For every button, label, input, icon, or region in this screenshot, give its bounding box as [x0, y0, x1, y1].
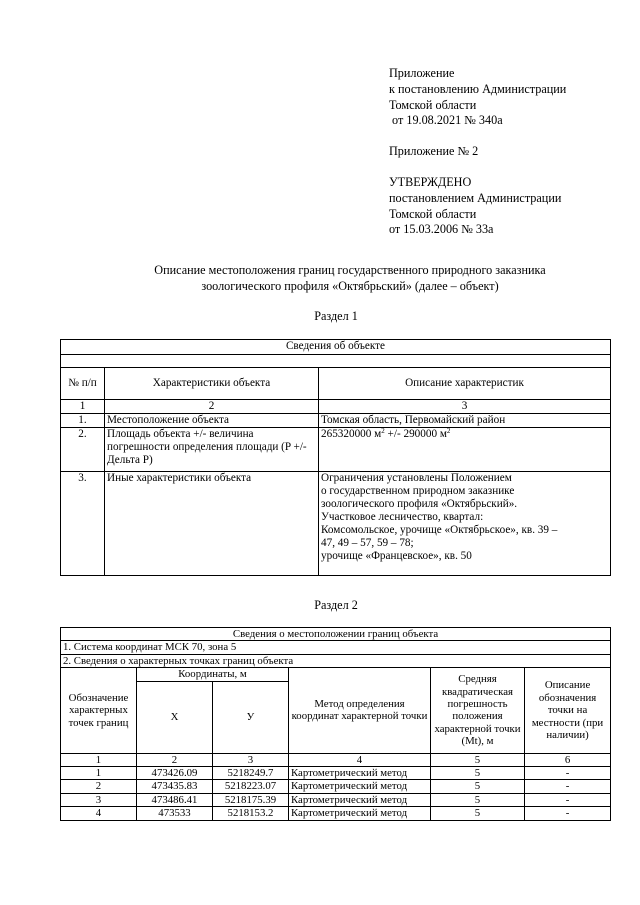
coordinate-system: 1. Система координат МСК 70, зона 5: [61, 641, 611, 654]
point-id: 3: [61, 793, 137, 806]
header-char: Характеристики объекта: [105, 368, 319, 400]
area-error-sup: 2: [446, 427, 451, 435]
row-char: Площадь объекта +/- величина погрешности определения площади (P +/- Дельта P): [105, 428, 319, 472]
coord-x: 473426.09: [137, 767, 213, 780]
object-info-table: [60, 339, 611, 576]
table-caption: Сведения об объекте: [61, 340, 611, 355]
point-desc: -: [525, 793, 611, 806]
coord-x: 473486.41: [137, 793, 213, 806]
header-num: № п/п: [61, 368, 105, 400]
method: Картометрический метод: [289, 767, 431, 780]
error: 5: [431, 767, 525, 780]
row-desc: Томская область, Первомайский район: [319, 414, 611, 428]
points-caption: 2. Сведения о характерных точках границ объекта: [61, 654, 611, 667]
header-y: У: [213, 681, 289, 753]
index-cell: 4: [289, 753, 431, 766]
index-cell: 1: [61, 753, 137, 766]
header-coords: Координаты, м: [137, 668, 289, 681]
header-point: Обозначение характерных точек границ: [61, 668, 137, 753]
coord-x: 473533: [137, 807, 213, 820]
row-desc: [319, 472, 611, 576]
point-desc: -: [525, 780, 611, 793]
row-char: Иные характеристики объекта: [105, 472, 319, 576]
desc-line: урочище «Францевское», кв. 50: [321, 550, 472, 562]
method: Картометрический метод: [289, 793, 431, 806]
error: 5: [431, 793, 525, 806]
index-cell: 2: [137, 753, 213, 766]
title-line: Описание местоположения границ государственного природного заказника: [154, 263, 546, 277]
boundary-points-table: [60, 627, 611, 821]
desc-line: Комсомольское, урочище «Октябрьское», кв. 39 –: [321, 524, 558, 536]
coord-y: 5218153.2: [213, 807, 289, 820]
index-cell: 2: [105, 400, 319, 414]
table-row: [61, 807, 611, 820]
table-caption: Сведения о местоположении границ объекта: [61, 628, 611, 641]
header-desc: Описание обозначения точки на местности (при наличии): [525, 668, 611, 753]
error: 5: [431, 807, 525, 820]
section2-title: Раздел 2: [314, 598, 358, 612]
empty-row: [61, 355, 611, 368]
header-line: к постановлению Администрации: [389, 81, 567, 96]
header-line: Томской области: [389, 206, 477, 221]
header-desc: Описание характеристик: [319, 368, 611, 400]
table-row: [61, 793, 611, 806]
appendix-number: Приложение № 2: [389, 144, 479, 159]
header-line: от 19.08.2021 № 340а: [389, 113, 503, 128]
coord-y: 5218223.07: [213, 780, 289, 793]
index-cell: 5: [431, 753, 525, 766]
desc-line: 47, 49 – 57, 59 – 78;: [321, 537, 414, 549]
area-error: +/- 290000 м: [384, 428, 447, 440]
area-value: 265320000 м: [321, 428, 382, 440]
header-line: постановлением Администрации: [389, 190, 562, 205]
header-line: от 15.03.2006 № 33а: [389, 222, 494, 237]
section1-title: Раздел 1: [314, 309, 358, 323]
index-cell: 3: [213, 753, 289, 766]
method: Картометрический метод: [289, 780, 431, 793]
row-char: Местоположение объекта: [105, 414, 319, 428]
point-id: 4: [61, 807, 137, 820]
row-desc: [319, 428, 611, 472]
row-num: 3.: [61, 472, 105, 576]
coord-x: 473435.83: [137, 780, 213, 793]
title-line: зоологического профиля «Октябрьский» (далее – объект): [201, 279, 499, 293]
header-line: Приложение: [389, 66, 455, 80]
approval-header: [389, 66, 634, 238]
header-line: Томской области: [389, 97, 477, 112]
index-cell: 3: [319, 400, 611, 414]
row-num: 2.: [61, 428, 105, 472]
coord-y: 5218249.7: [213, 767, 289, 780]
coord-y: 5218175.39: [213, 793, 289, 806]
desc-line: о государственном природном заказнике: [321, 485, 515, 497]
header-method: Метод определения координат характерной точки: [289, 668, 431, 753]
index-cell: 1: [61, 400, 105, 414]
method: Картометрический метод: [289, 807, 431, 820]
desc-line: Ограничения установлены Положением: [321, 472, 512, 484]
row-num: 1.: [61, 414, 105, 428]
error: 5: [431, 780, 525, 793]
index-cell: 6: [525, 753, 611, 766]
header-error: Средняя квадратическая погрешность положения характерной точки (Mt), м: [431, 668, 525, 753]
document-title: [60, 262, 640, 294]
area-sup: 2: [381, 427, 385, 435]
point-id: 1: [61, 767, 137, 780]
desc-line: Участковое лесничество, квартал:: [321, 511, 484, 523]
point-id: 2: [61, 780, 137, 793]
desc-line: зоологического профиля «Октябрьский».: [321, 498, 518, 510]
header-x: X: [137, 681, 213, 753]
table-row: [61, 767, 611, 780]
point-desc: -: [525, 767, 611, 780]
table-row: [61, 780, 611, 793]
point-desc: -: [525, 807, 611, 820]
approved-stamp: УТВЕРЖДЕНО: [389, 174, 472, 189]
